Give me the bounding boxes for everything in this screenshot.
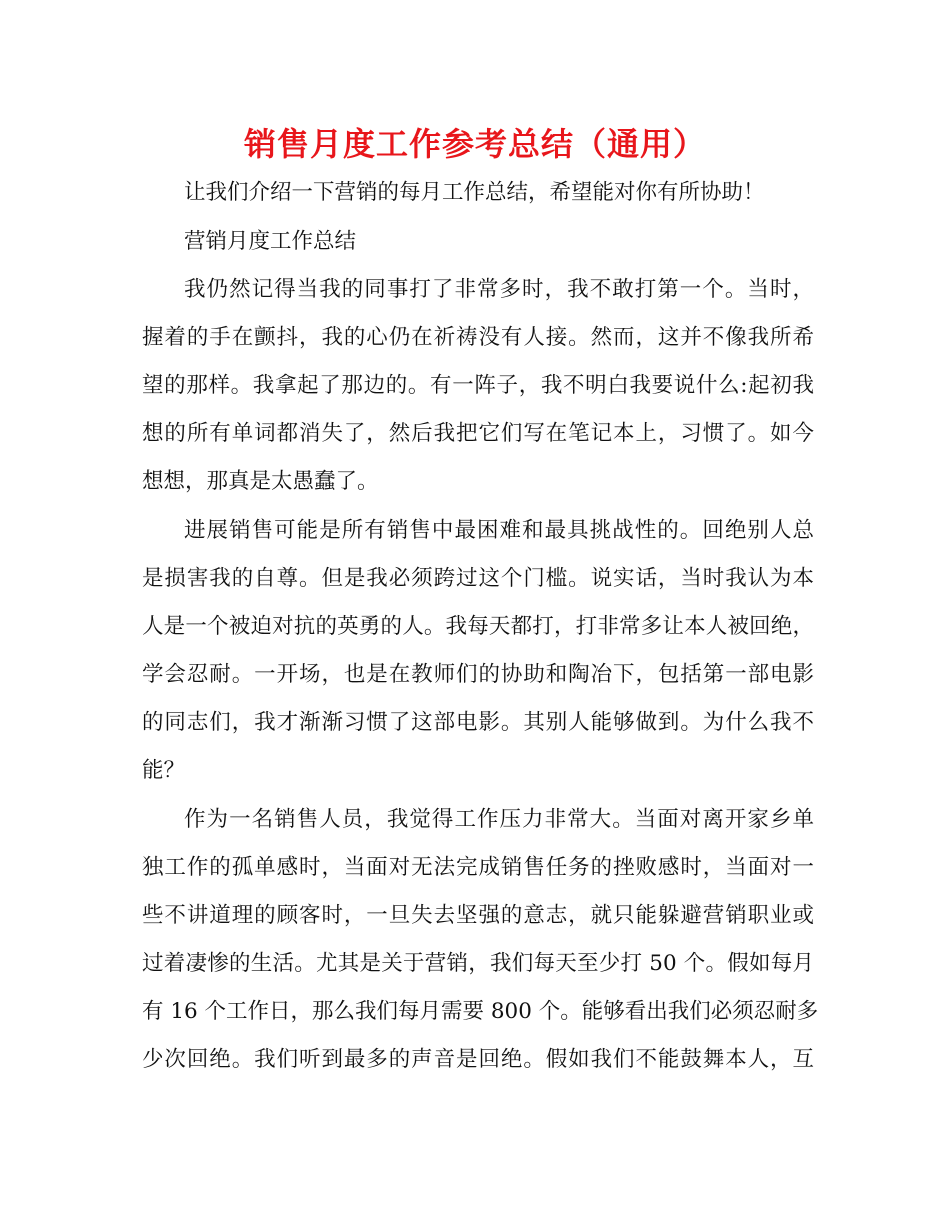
paragraph-2-line: 是损害我的自尊。但是我必须跨过这个门槛。说实话，当时我认为本 bbox=[142, 566, 814, 591]
paragraph-2-line: 能？ bbox=[142, 758, 186, 783]
paragraph-3-line: 独工作的孤单感时，当面对无法完成销售任务的挫败感时，当面对一 bbox=[142, 855, 814, 880]
paragraph-3-line: 些不讲道理的顾客时，一旦失去坚强的意志，就只能躲避营销职业或 bbox=[142, 903, 814, 928]
paragraph-1-line: 想想，那真是太愚蠢了。 bbox=[142, 469, 379, 494]
paragraph-3-line: 有 16 个工作日，那么我们每月需要 800 个。能够看出我们必须忍耐多 bbox=[142, 999, 819, 1024]
paragraph-2-line: 的同志们，我才渐渐习惯了这部电影。其别人能够做到。为什么我不 bbox=[142, 710, 814, 735]
paragraph-1-line: 想的所有单词都消失了，然后我把它们写在笔记本上，习惯了。如今 bbox=[142, 421, 814, 446]
paragraph-3-line: 少次回绝。我们听到最多的声音是回绝。假如我们不能鼓舞本人，互 bbox=[142, 1047, 814, 1072]
paragraph-2-line: 学会忍耐。一开场，也是在教师们的协助和陶冶下，包括第一部电影 bbox=[142, 662, 814, 687]
paragraph-3-line: 作为一名销售人员，我觉得工作压力非常大。当面对离开家乡单 bbox=[184, 807, 814, 832]
paragraph-1-line: 望的那样。我拿起了那边的。有一阵子，我不明白我要说什么:起初我 bbox=[142, 373, 814, 398]
paragraph-1-line: 我仍然记得当我的同事打了非常多时，我不敢打第一个。当时， bbox=[184, 277, 814, 302]
paragraph-2-line: 进展销售可能是所有销售中最困难和最具挑战性的。回绝别人总 bbox=[184, 518, 814, 543]
document-title: 销售月度工作参考总结（通用） bbox=[243, 125, 706, 163]
subheading: 营销月度工作总结 bbox=[184, 229, 357, 254]
paragraph-1-line: 握着的手在颤抖，我的心仍在祈祷没有人接。然而，这并不像我所希 bbox=[142, 325, 814, 350]
paragraph-3-line: 过着凄惨的生活。尤其是关于营销，我们每天至少打 50 个。假如每月 bbox=[142, 951, 814, 976]
paragraph-2-line: 人是一个被迫对抗的英勇的人。我每天都打，打非常多让本人被回绝， bbox=[142, 614, 814, 639]
intro-line: 让我们介绍一下营销的每月工作总结，希望能对你有所协助！ bbox=[184, 180, 765, 205]
